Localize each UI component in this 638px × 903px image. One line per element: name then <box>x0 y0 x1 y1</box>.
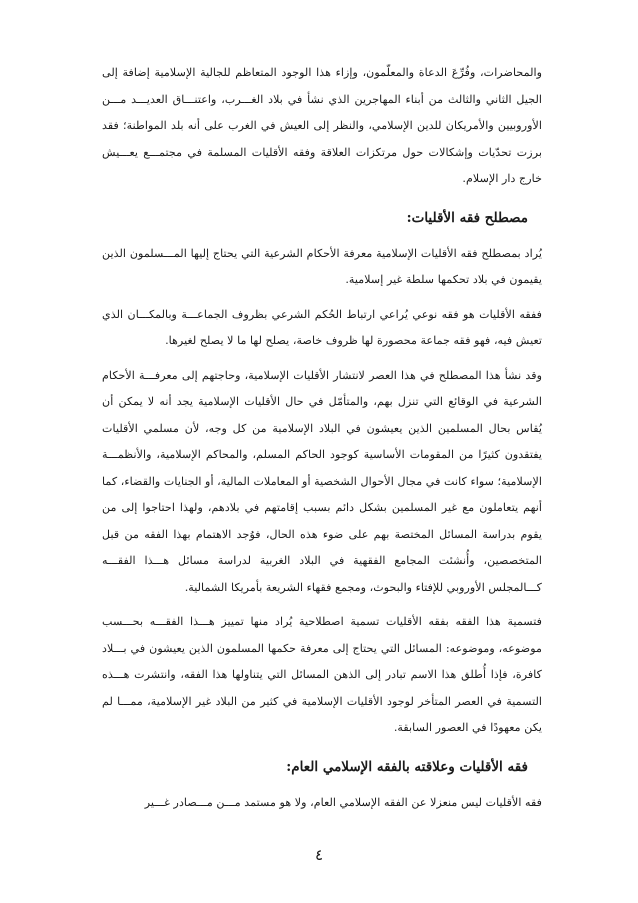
body-paragraph: فقه الأقليات ليس منعزلا عن الفقه الإسلامي العام، ولا هو مستمد مـــن مـــصادر غـــير <box>144 795 542 809</box>
intro-paragraph: والمحاضرات، وفُرِّعَ الدعاة والمعلّمون، وإزاء هذا الوجود المتعاظم للجالية الإسلامية إضافة إلى الجيل الثاني والثالث من أبناء المهاجرين الذي نشأ في بلاد الغـــرب، واعتنـــاق العديـــد مـــن الأوروبيين والأمريكان للدين الإسلامي، والنظر إلى العيش في الغرب على أنه بلد المواطنة؛ فقد برزت تحدّيات وإشكالات حول مرتكزات العلاقة وفقه الأقليات المسلمة في مجتمـــع يعـــيش خارج دار الإسلام. <box>102 66 542 185</box>
body-paragraph: يُراد بمصطلح فقه الأقليات الإسلامية معرفة الأحكام الشرعية التي يحتاج إليها المـــسلمون الذين يقيمون في بلاد تحكمها سلطة غير إسلامية. <box>102 246 542 286</box>
section-heading-minority-fiqh-relation <box>102 754 542 780</box>
section-heading-text: فقه الأقليات وعلاقته بالفقه الإسلامي العام: <box>286 758 528 775</box>
section-heading-minority-fiqh-term <box>102 205 542 231</box>
section-heading-text: مصطلح فقه الأقليات: <box>406 209 528 226</box>
body-paragraph: وقد نشأ هذا المصطلح في هذا العصر لانتشار الأقليات الإسلامية، وحاجتهم إلى معرفـــة الأحكام الشرعية في الوقائع التي تنزل بهم، والمتأمّل في حال الأقليات الإسلامية يجد أنه لا يمكن أن يُقاس بحال المسلمين الذين يعيشون في البلاد الإسلامية من كل وجه، لأن مسلمي الأقليات يفتقدون كثيرًا من المقومات الأساسية كوجود الحاكم المسلم، والمحاكم الإسلامية، والأنظمـــة الإسلامية؛ سواء كانت في مجال الأحوال الشخصية أو المعاملات المالية، أو الجنايات والقضاء، كما أنهم يتعاملون مع غير المسلمين بشكل دائم بسبب إقامتهم في بلادهم، ولهذا احتاجوا إلى من يقوم بدراسة المسائل المختصة بهم على ضوء هذه الحال، فوُجد الاهتمام بهذا الفقه من قبل المتخصصين، وأُنشئت المجامع الفقهية في البلاد الغربية لدراسة مسائل هـــذا الفقـــه كـــالمجلس الأوروبي للإفتاء والبحوث، ومجمع فقهاء الشريعة بأمريكا الشمالية. <box>102 368 542 594</box>
document-page <box>102 60 542 824</box>
body-paragraph: فتسمية هذا الفقه بفقه الأقليات تسمية اصطلاحية يُراد منها تمييز هـــذا الفقـــه بحـــسب موضوعه، وموضوعه: المسائل التي يحتاج إلى معرفة حكمها المسلمون الذين يعيشون في بـــلاد كافرة، فإذا أُطلق هذا الاسم تبادر إلى الذهن المسائل التي يتناولها هذا الفقه، وانتشرت هـــذه التسمية في العصر المتأخر لوجود الأقليات الإسلامية في كثير من البلاد غير الإسلامية، ممـــا لم يكن معهودًا في العصور السابقة. <box>102 615 542 734</box>
body-paragraph: ففقه الأقليات هو فقه نوعي يُراعي ارتباط الحُكم الشرعي بظروف الجماعـــة وبالمكـــان الذي تعيش فيه، فهو فقه جماعة محصورة لها ظروف خاصة، يصلح لها ما لا يصلح لغيرها. <box>102 307 542 347</box>
page-number: ٤ <box>314 846 324 864</box>
